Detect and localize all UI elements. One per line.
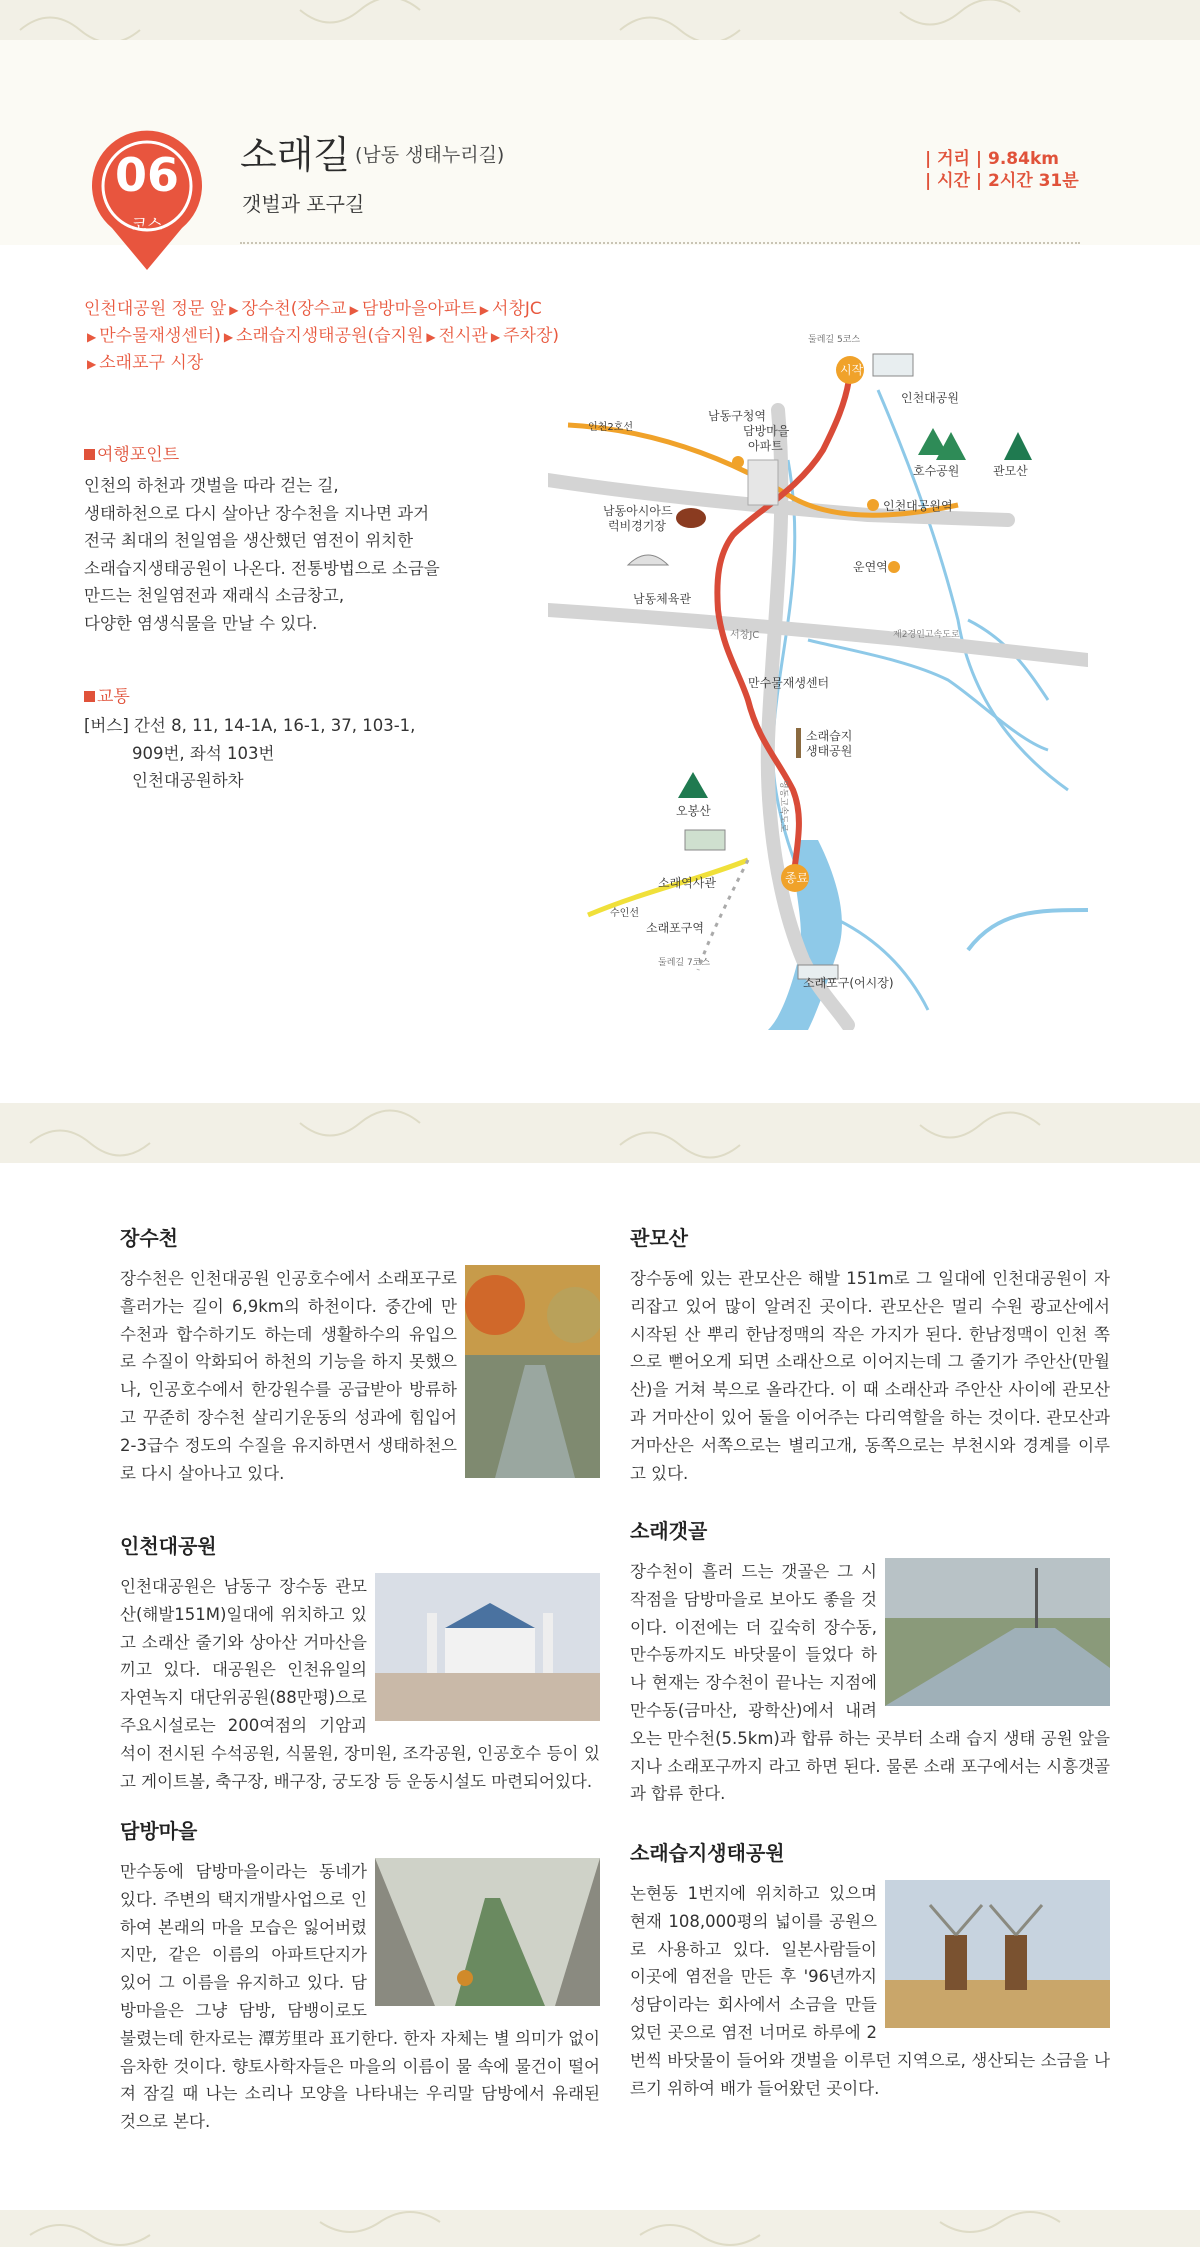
transport-heading: 교통: [84, 682, 130, 707]
route-step: 장수천(장수교: [241, 299, 347, 319]
course-meta: [925, 148, 1079, 192]
article-dambang: [120, 1815, 600, 2136]
article-title: 담방마을: [120, 1819, 198, 1843]
museum-icon: [685, 830, 725, 850]
incheon-park-label: 인천대공원: [901, 391, 959, 405]
square-bullet-icon: [84, 691, 95, 702]
article-title: 장수천: [120, 1226, 178, 1250]
article-incheon-park: [120, 1530, 600, 1795]
top-decorative-band: [0, 0, 1200, 40]
page-subtitle: 갯벌과 포구길: [242, 192, 365, 216]
travel-point-heading: 여행포인트: [84, 440, 179, 465]
apartment-label-2: 아파트: [748, 439, 783, 453]
article-wetland: [630, 1837, 1110, 2102]
route-arrow: ▶: [490, 330, 501, 344]
article-body: 장수천이 흘러 드는 갯골은 그 시작점을 담방마을로 보아도 좋을 것이다. 이전에는 더 깊숙히 장수동, 만수동까지도 바닷물이 들었다 하나 현재는 장수천이 끝나는 지점에 만수동(금마산, 광학산)에서 내려오는 만수천(5.5km)과 합류 하는 곳부터 소래 습지 생태 공원 앞을 지나 소래포구까지 라고 하면 된다. 물론 소래 포구에서는 시흥갯골과 합류 한다.: [630, 1562, 1110, 1804]
page-title: 소래길: [240, 133, 351, 177]
mountain-icon: [678, 772, 708, 798]
route-step: 전시관: [438, 326, 488, 346]
article-title: 소래갯골: [630, 1519, 708, 1543]
end-label: 종료: [785, 871, 809, 885]
museum-label: 소래역사관: [658, 876, 716, 890]
soraepogu-market-label: 소래포구(어시장): [803, 976, 894, 990]
article-body: 장수천은 인천대공원 인공호수에서 소래포구로 흘러가는 길이 6,9km의 하천이다. 중간에 만수천과 합수하기도 하는데 생활하수의 유입으로 수질이 악화되어 하천의 기능을 하지 못했으나, 인공호수에서 한강원수를 공급받아 방류하고 꾸준히 장수천 살리기운동의 성과에 힘입어 2-3급수 정도의 수질을 유지하면서 생태하천으로 다시 살아나고 있다.: [120, 1269, 457, 1483]
article-jangsucheon: [120, 1222, 600, 1487]
route-arrow: ▶: [223, 330, 234, 344]
obong-label: 오봉산: [676, 804, 711, 818]
time-text: | 시간 | 2시간 31분: [925, 171, 1079, 191]
asiad-label-2: 럭비경기장: [608, 519, 666, 533]
course-number-badge: [82, 120, 232, 280]
windmill-icon: [796, 728, 801, 758]
article-body: 장수동에 있는 관모산은 해발 151m로 그 일대에 인천대공원이 자리잡고 있어 많이 알려진 곳이다. 관모산은 멀리 수원 광교산에서 시작된 산 뿌리 한남정맥의 작은 가지가 된다. 한남정맥이 인천 쪽으로 뻗어오게 되면 소래산으로 이어지는데 그 줄기가 주안산(만월산)을 거쳐 북으로 올라간다. 이 때 소래산과 주안산 사이에 관모산과 거마산이 있어 둘을 이어주는 다리역할을 하는 것이다. 관모산과 거마산은 서쪽으로는 별리고개, 동쪽으로는 부천시와 경계를 이루고 있다.: [630, 1269, 1110, 1483]
trail-bottom-label: 둘레길 7코스: [658, 958, 711, 968]
travel-point-text: 인천의 하천과 갯벌을 따라 걷는 길, 생태하천으로 다시 살아난 장수천을 지나면 과거 전국 최대의 천일염을 생산했던 염전이 위치한 소래습지생태공원이 나온다. 전통방법으로 소금을 만드는 천일염전과 재래식 소금창고, 다양한 염생식물을 만날 수 있다.: [84, 476, 440, 633]
station-dot: [732, 456, 744, 468]
article-body: 인천대공원은 남동구 장수동 관모산(해발151M)일대에 위치하고 있고 소래산 줄기와 상아산 거마산을 끼고 있다. 대공원은 인천유일의 자연녹지 대단위공원(88만평)으로 주요시설로는 200여점의 기암괴석이 전시된 수석공원, 식물원, 장미원, 조각공원, 인공호수 등이 있고 게이트볼, 축구장, 배구장, 궁도장 등 운동시설도 마련되어있다.: [120, 1577, 600, 1791]
route-arrow: ▶: [479, 303, 490, 317]
gwanmo-label: 관모산: [993, 464, 1028, 478]
route-step: 만수물재생센터): [99, 326, 221, 346]
bottom-decorative-band: [0, 2210, 1200, 2247]
course-number: 06: [114, 148, 179, 202]
middle-decorative-band: [0, 1103, 1200, 1163]
apartment-label: 담방마을: [743, 424, 790, 438]
gym-icon: [628, 555, 668, 565]
route-step: 담방마을아파트: [361, 299, 477, 319]
unyeon-label: 운연역: [853, 560, 888, 574]
route-arrow: ▶: [87, 357, 97, 371]
article-soraegaetgol: [630, 1515, 1110, 1808]
wetland-label-2: 생태공원: [806, 744, 853, 758]
station-dot: [867, 499, 879, 511]
water-center-label: 만수물재생센터: [748, 676, 830, 690]
distance-text: | 거리 | 9.84km: [925, 149, 1059, 169]
tidal-creek-photo: [885, 1558, 1110, 1706]
road-label: 영동고속도로: [778, 780, 788, 833]
park-station-label: 인천대공원역: [883, 499, 953, 513]
route-step: 소래습지생태공원(습지원: [236, 326, 424, 346]
gym-label: 남동체육관: [633, 592, 691, 606]
apartment-icon: [748, 460, 778, 505]
windmill-photo: [885, 1880, 1110, 2028]
route-step: 서창JC: [492, 299, 542, 319]
route-arrow: ▶: [426, 330, 436, 344]
article-body: 만수동에 담방마을이라는 동네가 있다. 주변의 택지개발사업으로 인하여 본래의 마을 모습은 잃어버렸지만, 같은 이름의 아파트단지가 있어 그 이름을 유지하고 있다. 담방마을은 그냥 담방, 담뱅이로도 불렸는데 한자로는 潭芳里라 표기한다. 한자 자체는 별 의미가 없이 음차한 것이다. 향토사학자들은 마을의 이름이 물 속에 물건이 떨어져 잠길 때 나는 소리나 모양을 나타내는 우리말 담방에서 유래된 것으로 본다.: [120, 1862, 600, 2132]
highway-label: 제2경인고속도로: [893, 630, 960, 640]
lake-park-label: 호수공원: [913, 464, 960, 478]
route-arrow: ▶: [229, 303, 239, 317]
trail-top-label: 둘레길 5코스: [808, 335, 861, 345]
article-gwanmosan: [630, 1222, 1110, 1487]
rugby-ball-icon: [676, 508, 706, 528]
header-divider: [240, 242, 1080, 244]
station-dot: [888, 561, 900, 573]
article-title: 인천대공원: [120, 1534, 217, 1558]
path-photo: [375, 1858, 600, 2006]
route-step: 주차장): [503, 326, 559, 346]
square-bullet-icon: [84, 449, 95, 460]
article-title: 소래습지생태공원: [630, 1841, 785, 1865]
seochang-label: 서창JC: [730, 630, 760, 641]
page-title-sub: (남동 생태누리길): [355, 144, 505, 166]
route-arrow: ▶: [87, 330, 97, 344]
course-label: 코스: [131, 215, 163, 234]
mountain-icon: [1004, 432, 1032, 460]
suin-label: 수인선: [610, 908, 639, 919]
route-step: 소래포구 시장: [99, 353, 204, 373]
wetland-label: 소래습지: [806, 729, 853, 743]
asiad-label: 남동아시아드: [603, 504, 673, 518]
transport-text: [버스] 간선 8, 11, 14-1A, 16-1, 37, 103-1, 909번, 좌석 103번 인천대공원하차: [84, 716, 416, 790]
namdong-office-label: 남동구청역: [708, 409, 766, 423]
park-gate-photo: [375, 1573, 600, 1721]
article-body: 논현동 1번지에 위치하고 있으며 현재 108,000평의 넓이를 공원으로 사용하고 있다. 일본사람들이 이곳에 염전을 만든 후 '96년까지 성담이라는 회사에서 소금을 만들었던 곳으로 염전 너머로 하루에 2번씩 바닷물이 들어와 갯벌을 이루던 지역으로, 생산되는 소금을 나르기 위하여 배가 들어왔던 곳이다.: [630, 1884, 1110, 2098]
stream-photo: [465, 1265, 600, 1478]
route-path: [84, 296, 564, 377]
soraepogu-station-label: 소래포구역: [646, 921, 704, 935]
line2-label: 인천2호선: [588, 422, 634, 433]
park-gate-icon: [873, 354, 913, 376]
route-arrow: ▶: [349, 303, 359, 317]
start-label: 시작: [840, 363, 864, 377]
route-step: 인천대공원 정문 앞: [84, 299, 227, 319]
route-map: [548, 320, 1088, 1030]
article-title: 관모산: [630, 1226, 688, 1250]
